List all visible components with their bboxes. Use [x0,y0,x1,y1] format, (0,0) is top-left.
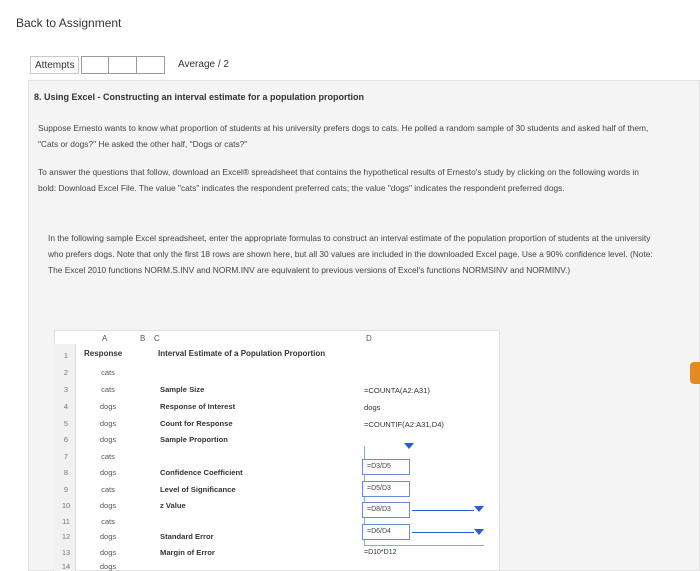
count-for-response-formula: =COUNTIF(A2:A31,D4) [364,420,444,429]
sample-proportion-label: Sample Proportion [160,435,228,444]
attempt-box-2 [109,56,137,74]
response-cell: cats [101,517,115,526]
response-cell: cats [101,485,115,494]
question-paragraph-3: In the following sample Excel spreadsheet, enter the appropriate formulas to construct an interval estimate of the population proportion of students at the university who prefers dogs. Note that only the first 18 rows are shown here, but all 30 values are included in the downloaded Excel page. Use a 90% confidence level. (Note: The Excel 2010 functions NORM.S.INV and NORM.INV are equivalent to previous versions of Excel's functions NORMSINV and NORMINV.) [48,233,653,275]
z-value-select-line [412,510,474,511]
response-cell: dogs [99,402,117,411]
standard-error-select-line [412,532,474,533]
response-cell: dogs [99,548,117,557]
response-header: Response [84,349,123,358]
back-to-assignment-link[interactable]: Back to Assignment [16,16,122,30]
response-cell: dogs [99,501,117,510]
attempt-box-1 [81,56,109,74]
row-number: 10 [61,501,71,510]
column-header-d: D [366,334,372,343]
attempts-tracker [30,56,165,74]
row-number: 8 [63,468,69,477]
row-number: 6 [63,435,69,444]
interval-estimate-header: Interval Estimate of a Population Proportion [158,349,326,358]
margin-of-error-formula: =D10*D12 [364,549,397,556]
response-cell: dogs [99,468,117,477]
response-of-interest-label: Response of Interest [160,402,236,411]
column-header-a: A [102,334,108,343]
row-number: 3 [63,385,69,394]
row-number: 12 [61,532,71,541]
response-cell: dogs [99,532,117,541]
level-of-significance-select[interactable]: =D5/D3 [362,481,410,497]
response-of-interest-value: dogs [364,403,381,412]
response-cell: dogs [99,562,117,571]
sample-size-label: Sample Size [160,385,205,394]
attempts-label: Attempts [30,56,79,74]
row-number: 2 [63,368,69,377]
z-value-chevron-down-icon[interactable] [474,506,484,512]
average-score: Average / 2 [178,59,229,70]
z-value-select[interactable]: =D8/D3 [362,502,410,518]
response-cell: cats [101,452,115,461]
row-number: 1 [63,351,69,360]
dropdown-arrow-icon[interactable] [404,443,414,449]
response-cell: dogs [99,435,117,444]
z-value-label: z Value [160,501,186,510]
row-number: 13 [61,548,71,557]
standard-error-chevron-down-icon[interactable] [474,529,484,535]
standard-error-label: Standard Error [160,532,214,541]
confidence-coefficient-select[interactable]: =D3/D5 [362,459,410,475]
row-number: 5 [63,419,69,428]
row-number: 7 [63,452,69,461]
side-tab[interactable] [690,362,700,384]
response-cell: dogs [99,419,117,428]
question-paragraph-2: To answer the questions that follow, download an Excel® spreadsheet that contains the hypothetical results of Ernesto's study by clicking on the following words in bold: Download Excel File. The value "cats" indicates the respondent preferred cats; the value "dogs" indicates the respondent preferred dogs. [38,167,639,193]
sample-size-formula: =COUNTA(A2:A31) [364,386,430,395]
standard-error-select[interactable]: =D6/D4 [362,524,410,540]
attempt-box-3 [137,56,165,74]
row-number: 11 [62,517,70,526]
row-number: 9 [63,485,69,494]
column-header-c: C [154,334,160,343]
response-cell: cats [101,385,115,394]
question-title: 8. Using Excel - Constructing an interval estimate for a population proportion [34,92,365,102]
confidence-coefficient-label: Confidence Coefficient [160,468,243,477]
count-for-response-label: Count for Response [160,419,233,428]
row-number: 4 [63,402,69,411]
response-cell: cats [101,368,115,377]
level-of-significance-label: Level of Significance [160,485,236,494]
row-number: 14 [61,562,71,571]
column-header-b: B [140,334,146,343]
question-paragraph-1: Suppose Ernesto wants to know what proportion of students at his university prefers dogs to cats. He polled a random sample of 30 students and asked half of them, "Cats or dogs?" He asked the other half, "Dogs or cats?" [38,123,649,149]
margin-of-error-label: Margin of Error [160,548,215,557]
